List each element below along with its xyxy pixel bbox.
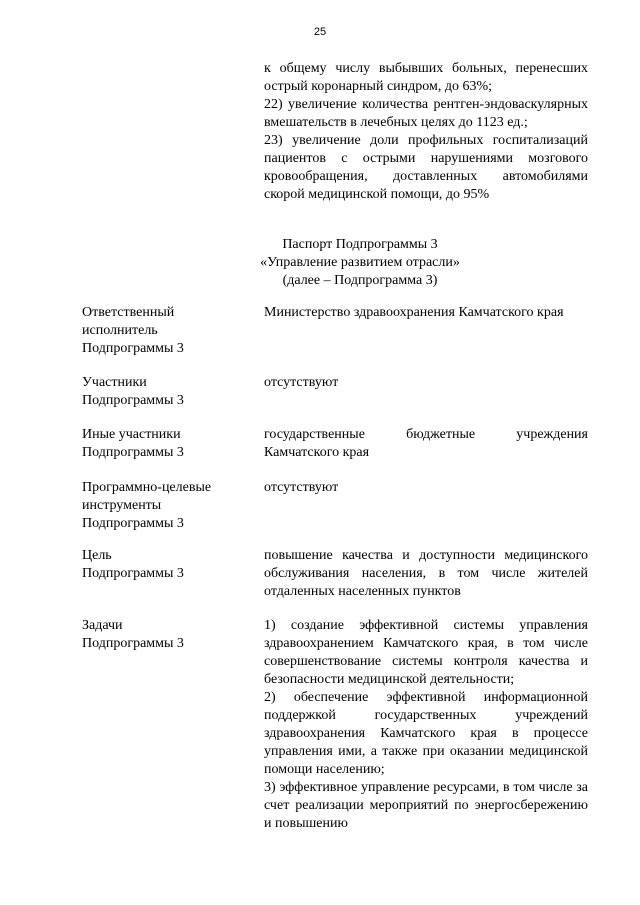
- continuation-line-1: к общему числу выбывших больных, перенесших острый коронарный синдром, до 63%;: [264, 61, 588, 94]
- row-label: [82, 479, 242, 533]
- continuation-item-23: 23) увеличение доли профильных госпитализаций пациентов с острыми нарушениями мозгового кровообращения, доставленных автомобилями скорой медицинской помощи, до 95%: [264, 133, 588, 202]
- row-label-line: Подпрограммы 3: [82, 516, 184, 531]
- row-value-text: отсутствуют: [264, 480, 339, 495]
- row-label-line: Участники: [82, 375, 147, 390]
- row-value-text: Министерство здравоохранения Камчатского края: [264, 305, 564, 320]
- row-label: [82, 617, 242, 653]
- row-label-line: Подпрограммы 3: [82, 636, 184, 651]
- page-number: 25: [313, 26, 327, 38]
- row-label-line: Ответственный: [82, 305, 175, 320]
- continuation-text: [264, 60, 588, 204]
- row-label-line: Программно-целевые: [82, 480, 212, 495]
- row-label-line: Подпрограммы 3: [82, 445, 184, 460]
- row-label: [82, 426, 242, 462]
- task-item-2: 2) обеспечение эффективной информационной поддержкой государственных учреждений здравоохранения Камчатского края в процессе управления ими, а также при оказании медицинской помощи населению;: [264, 690, 588, 777]
- continuation-item-22: 22) увеличение количества рентген-эндоваскулярных вмешательств в лечебных целях до 1123 ед.;: [264, 97, 588, 130]
- row-value: [264, 374, 588, 392]
- row-label: [82, 547, 242, 583]
- row-label-line: Подпрограммы 3: [82, 393, 184, 408]
- row-label-line: инструменты: [82, 498, 162, 513]
- passport-title: Паспорт Подпрограммы 3: [282, 237, 438, 252]
- row-value-text: отсутствуют: [264, 375, 339, 390]
- row-label-line: Задачи: [82, 618, 123, 633]
- task-item-1: 1) создание эффективной системы управления здравоохранением Камчатского края, в том числе совершенствование системы контроля качества и безопасности медицинской деятельности;: [264, 618, 588, 687]
- row-value: [264, 547, 588, 601]
- passport-subtitle: «Управление развитием отрасли»: [260, 255, 460, 270]
- row-label-line: Цель: [82, 548, 112, 563]
- row-value: [264, 479, 588, 497]
- passport-heading: [200, 236, 520, 290]
- row-label: [82, 374, 242, 410]
- row-value: [264, 426, 588, 462]
- row-label: [82, 304, 242, 358]
- row-label-line: исполнитель: [82, 323, 158, 338]
- row-label-line: Подпрограммы 3: [82, 341, 184, 356]
- row-value-text: повышение качества и доступности медицинского обслуживания населения, в том числе жителей отдаленных населенных пунктов: [264, 548, 588, 599]
- row-value: [264, 304, 588, 322]
- row-value-text: государственные бюджетные учреждения Камчатского края: [264, 427, 588, 460]
- passport-note: (далее – Подпрограмма 3): [282, 273, 438, 288]
- row-label-line: Иные участники: [82, 427, 181, 442]
- row-value: [264, 617, 588, 833]
- row-label-line: Подпрограммы 3: [82, 566, 184, 581]
- task-item-3: 3) эффективное управление ресурсами, в том числе за счет реализации мероприятий по энергосбережению и повышению: [264, 780, 588, 831]
